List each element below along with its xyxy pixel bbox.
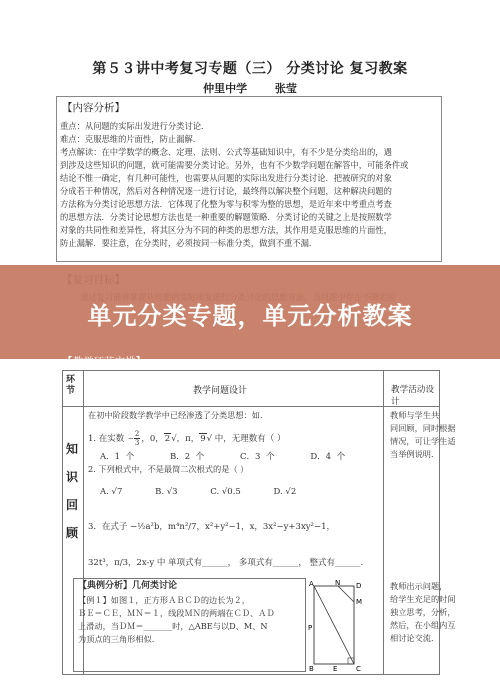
q1-prefix: 1. 在实数 — [88, 434, 125, 444]
diagonal-line — [314, 586, 354, 664]
content-analysis-line: 考点解读：在中学数学的概念、定理、法则、公式等基础知识中，有不少是分类给出的，遇 — [60, 147, 392, 157]
content-analysis-line: 分成若干种情况，然后对各种情况逐一进行讨论，最终得以解决整个问题，这种解决问题的 — [60, 186, 392, 196]
label-e: E — [333, 665, 338, 673]
activity-2-line: 教师出示问题， — [390, 581, 448, 591]
side-label-3: 回 — [66, 498, 79, 512]
example-line: 为顶点的三角形相似. — [78, 634, 155, 644]
page-title: 第５３讲中考复习专题（三） 分类讨论 复习教案 — [92, 61, 408, 77]
activity-1-line: 教师与学生共 — [390, 410, 440, 420]
activity-2-line: 相讨论交流． — [390, 633, 440, 643]
question-3: 3．在式子 −½a²b，m⁴n²/7，x²+y²−1，x，3x²−y+3xy²−1， — [88, 522, 335, 532]
table-col-divider-2 — [383, 371, 384, 674]
content-analysis-line: 对象的共同性和差异性，将其区分为不同的种类的思想方法，其作用是克服思维的片面性， — [60, 225, 392, 235]
content-analysis-line: 的思想方法．分类讨论思想方法也是一种重要的解题策略．分类讨论的关键之上是按照数学 — [60, 212, 392, 222]
q3-tail: 单项式有______， 多项式有______， 整式有______. — [168, 558, 364, 568]
label-a: A — [309, 580, 314, 588]
header-problem-design: 教学问题设计 — [193, 386, 248, 396]
geometry-figure — [308, 580, 364, 674]
content-analysis-line: 重点：从问题的实际出发进行分类讨论. — [60, 121, 204, 131]
label-n: N — [335, 580, 341, 587]
question-1: 1. 在实数 − $\frac{2}{3}$ ，0，2√，π，9√ 中，无理数有（ ） — [88, 430, 286, 447]
overlay-title: 单元分类专题，单元分析教案 — [87, 302, 413, 330]
side-label-4: 顾 — [66, 526, 79, 540]
label-d: D — [356, 582, 362, 590]
activity-2 — [390, 580, 456, 645]
example-line: 上滑动，当ＤＭ＝_______时，△ABE与以D、M、N — [78, 621, 268, 631]
q1-option-c: C．3 个 — [240, 452, 275, 462]
content-analysis-line: 结论不惟一确定，有几种可能性，也需要从问题的实际出发进行分类讨论．把被研究的对象 — [60, 173, 392, 183]
sqrt-2: 2 — [164, 434, 171, 444]
q2-option-a: A. — [100, 487, 109, 497]
activity-1-line: 情况，可让学生适 — [390, 436, 456, 446]
teacher-name: 张莹 — [274, 82, 297, 95]
activity-2-line: 给学生充足的时间 — [390, 594, 456, 604]
label-c: C — [356, 665, 361, 673]
activity-1-line: 当举例说明. — [390, 449, 434, 459]
intro-line: 在初中阶段数学教学中已经渗透了分类思想：如. — [88, 410, 263, 420]
question-2: 2. 下列根式中，不是最简二次根式的是（ ） — [88, 464, 249, 474]
activity-2-line: 独立思考，分析， — [390, 607, 456, 617]
content-analysis-line: 方法称为分类讨论思想方法．它体现了化整为零与积零为整的思想，是近年来中考重点考查 — [60, 199, 392, 209]
example-body — [78, 594, 275, 646]
q3-prefix: 3．在式子 — [88, 522, 128, 532]
activity-1 — [390, 409, 456, 461]
q2-option-c: C. — [210, 487, 220, 497]
q1-suffix: 中，无理数有（ ） — [214, 434, 286, 444]
fraction-neg-2-3: − $\frac{2}{3}$ — [128, 430, 140, 447]
content-analysis-line: 难点：克服思维的片面性，防止漏解. — [60, 134, 196, 144]
activity-1-line: 同回顾，同时根据 — [390, 423, 456, 433]
q1-option-d: D．4 个 — [310, 452, 346, 462]
example-heading: 【典例分析】几何类讨论 — [78, 581, 178, 591]
author-line — [0, 80, 500, 96]
header-link: 环节 — [66, 375, 76, 396]
label-m: M — [356, 598, 363, 606]
content-analysis-heading: 【内容分析】 — [62, 102, 125, 114]
activity-2-line: 然后，在小组内互 — [390, 620, 456, 630]
q2-option-d: D. — [273, 487, 283, 497]
side-label-1: 知 — [66, 442, 79, 456]
label-b: B — [309, 665, 314, 673]
example-line: 【例１】如图１，正方形ＡＢＣＤ的边长为２， — [78, 595, 250, 605]
q1-option-a: A．1 个 — [100, 452, 135, 462]
school-name: 仲里中学 — [203, 82, 248, 95]
teaching-heading: 【教学环节安排】 — [62, 356, 146, 368]
question-3-cont: 32t³，π/3，2x-y 中 单项式有______， 多项式有______， 整式有______. — [88, 558, 364, 568]
sqrt-9: 9 — [200, 434, 206, 444]
q1-options — [100, 450, 345, 462]
example-line: ＢＥ＝ＣＥ，ＭＮ＝１，线段ＭＮ的两端在ＣＤ、ＡＤ — [78, 608, 275, 618]
q2-options: A. √7 B. √3 C. √0.5 D. √2 — [100, 487, 297, 497]
side-label-2: 识 — [66, 470, 79, 484]
content-analysis-line: 防止漏解．要注意，在分类时，必须按同一标准分类，做到不重不漏． — [60, 238, 318, 248]
header-activity-design: 教学活动设计 — [391, 385, 434, 407]
segment-mn — [338, 586, 354, 602]
q2-option-b: B. — [155, 487, 165, 497]
q1-option-b: B．2 个 — [169, 452, 205, 462]
label-p: P — [308, 624, 313, 632]
content-analysis-line: 到涉及这些知识的问题，就可能需要分类讨论。另外，也有不少数学问题在解答中，可能条件或 — [60, 160, 409, 170]
